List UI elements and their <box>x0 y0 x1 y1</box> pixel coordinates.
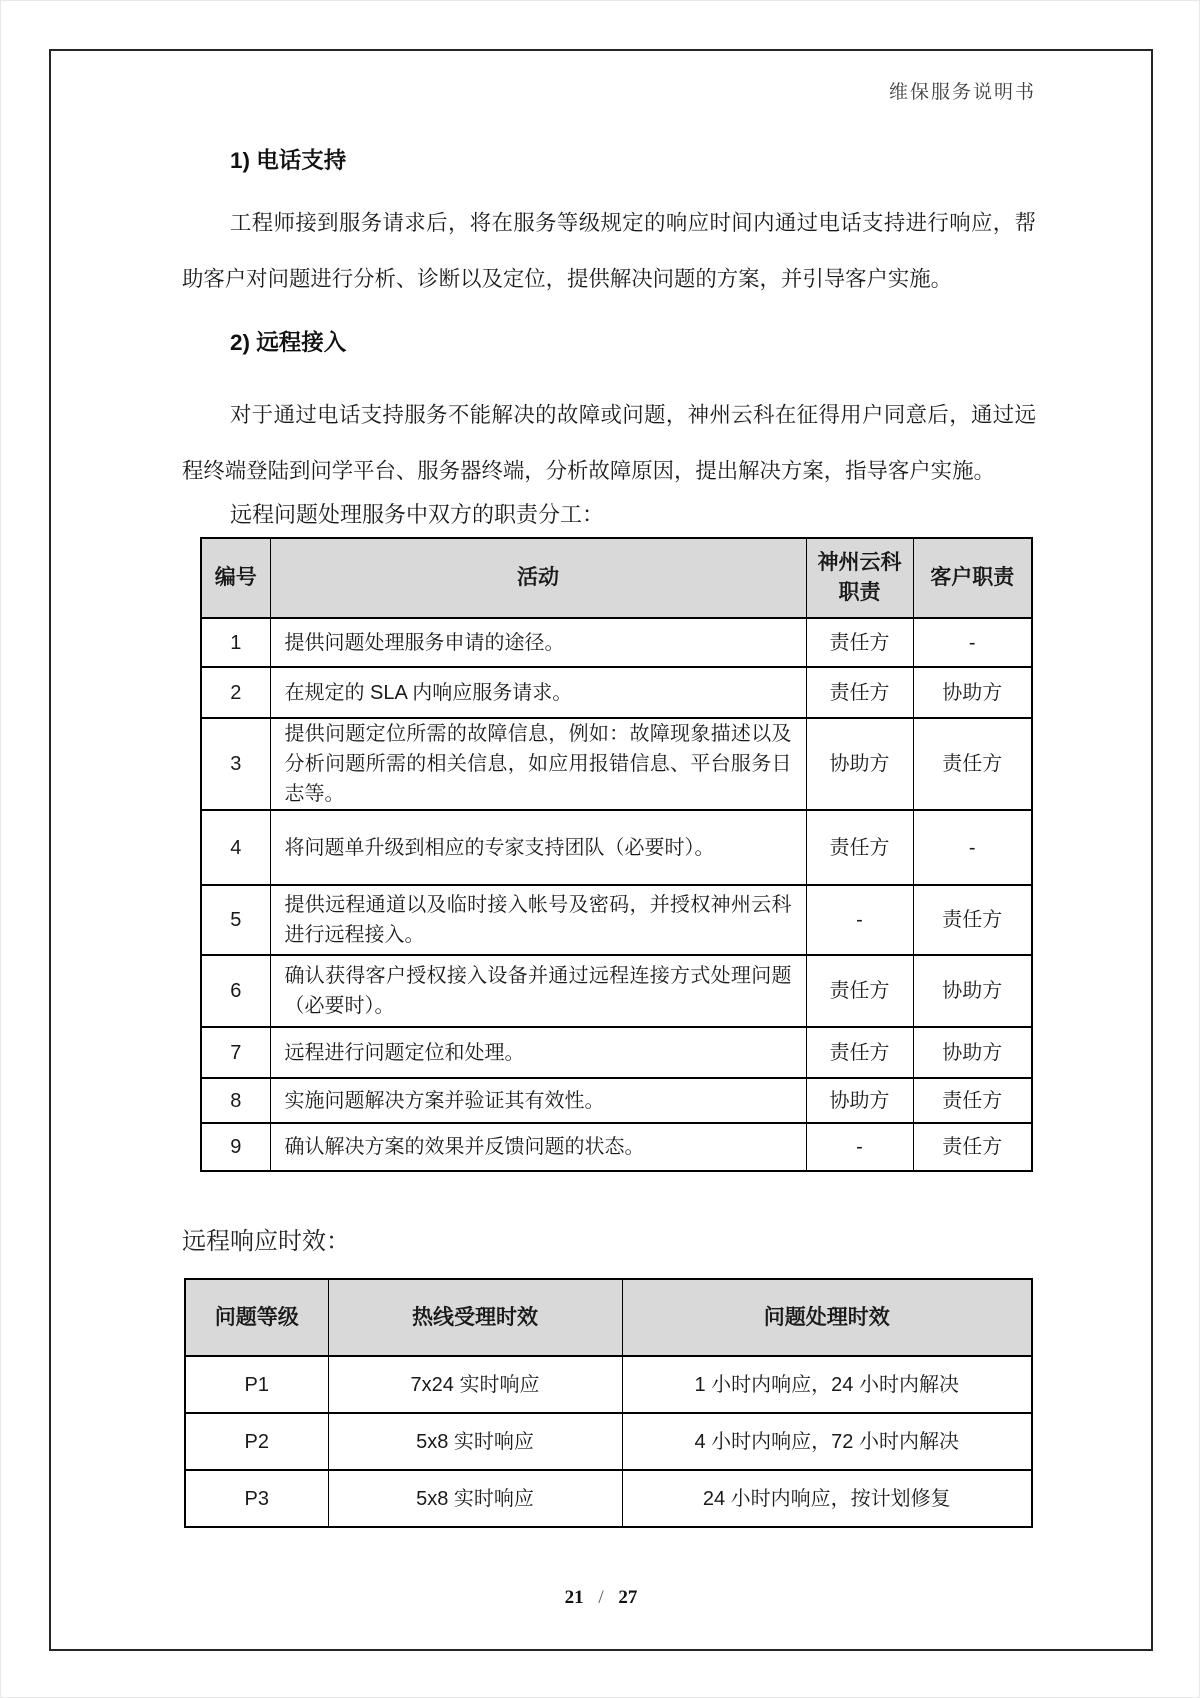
table-row <box>201 955 1032 1027</box>
table-row <box>201 1123 1032 1171</box>
table-cell: 将问题单升级到相应的专家支持团队（必要时）。 <box>270 810 806 885</box>
column-header: 客户职责 <box>913 538 1032 618</box>
responsibility-matrix-table <box>200 537 1033 1172</box>
table-cell: 6 <box>201 955 270 1027</box>
table-row <box>201 618 1032 667</box>
table-cell: 责任方 <box>806 955 913 1027</box>
column-header: 热线受理时效 <box>328 1279 622 1356</box>
table-cell: 确认解决方案的效果并反馈问题的状态。 <box>270 1123 806 1171</box>
table-row <box>201 810 1032 885</box>
column-header: 问题处理时效 <box>622 1279 1032 1356</box>
responsibility-table-caption: 远程问题处理服务中双方的职责分工： <box>230 502 605 527</box>
table-cell: 责任方 <box>913 1078 1032 1123</box>
page-border-frame <box>49 49 1153 1651</box>
table-cell: 5x8 实时响应 <box>328 1470 622 1527</box>
table-cell: 确认获得客户授权接入设备并通过远程连接方式处理问题（必要时）。 <box>270 955 806 1027</box>
table-row <box>201 885 1032 955</box>
table-cell: P3 <box>185 1470 328 1527</box>
table-cell: 5 <box>201 885 270 955</box>
table-cell: - <box>806 885 913 955</box>
table-cell: 2 <box>201 667 270 718</box>
table-cell: 5x8 实时响应 <box>328 1413 622 1470</box>
body-paragraph-phone-support: 工程师接到服务请求后，将在服务等级规定的响应时间内通过电话支持进行响应，帮助客户对问题进行分析、诊断以及定位，提供解决问题的方案，并引导客户实施。 <box>182 211 1036 291</box>
table-cell: 协助方 <box>806 1078 913 1123</box>
table-row <box>201 1078 1032 1123</box>
table-cell: 责任方 <box>806 810 913 885</box>
total-pages-number: 27 <box>618 1587 638 1608</box>
table-cell: 协助方 <box>913 667 1032 718</box>
column-header: 问题等级 <box>185 1279 328 1356</box>
table-cell: 责任方 <box>806 1027 913 1078</box>
table-row <box>201 718 1032 810</box>
table-row <box>185 1413 1032 1470</box>
table-cell: 提供远程通道以及临时接入帐号及密码，并授权神州云科进行远程接入。 <box>270 885 806 955</box>
table-cell: 责任方 <box>806 667 913 718</box>
table-cell: 提供问题处理服务申请的途径。 <box>270 618 806 667</box>
page-number-separator: / <box>598 1587 604 1608</box>
table-cell: 4 <box>201 810 270 885</box>
table-cell: 协助方 <box>806 718 913 810</box>
table-cell: 1 <box>201 618 270 667</box>
table-cell: P2 <box>185 1413 328 1470</box>
table-cell: - <box>913 810 1032 885</box>
column-header: 活动 <box>270 538 806 618</box>
table-cell: 7x24 实时响应 <box>328 1356 622 1413</box>
table-header <box>185 1279 1032 1356</box>
table-cell: 远程进行问题定位和处理。 <box>270 1027 806 1078</box>
table-cell: 4 小时内响应，72 小时内解决 <box>622 1413 1032 1470</box>
table-cell: 7 <box>201 1027 270 1078</box>
table-row <box>185 1470 1032 1527</box>
column-header: 神州云科职责 <box>806 538 913 618</box>
table-cell: P1 <box>185 1356 328 1413</box>
response-time-table-caption: 远程响应时效： <box>182 1228 350 1255</box>
page-number <box>51 1587 1151 1609</box>
table-cell: 1 小时内响应，24 小时内解决 <box>622 1356 1032 1413</box>
table-cell: 责任方 <box>913 1123 1032 1171</box>
current-page-number: 21 <box>564 1587 584 1608</box>
table-header <box>201 538 1032 618</box>
table-cell: 实施问题解决方案并验证其有效性。 <box>270 1078 806 1123</box>
table-cell: 协助方 <box>913 1027 1032 1078</box>
table-cell: 3 <box>201 718 270 810</box>
table-cell: 在规定的 SLA 内响应服务请求。 <box>270 667 806 718</box>
section-heading-remote-access: 2) 远程接入 <box>230 330 347 355</box>
section-heading-phone-support: 1) 电话支持 <box>230 148 347 173</box>
table-cell: - <box>806 1123 913 1171</box>
table-cell: - <box>913 618 1032 667</box>
document-title-header: 维保服务说明书 <box>888 82 1036 103</box>
table-cell: 24 小时内响应，按计划修复 <box>622 1470 1032 1527</box>
table-cell: 提供问题定位所需的故障信息，例如：故障现象描述以及分析问题所需的相关信息，如应用报错信息、平台服务日志等。 <box>270 718 806 810</box>
table-cell: 责任方 <box>913 885 1032 955</box>
table-cell: 协助方 <box>913 955 1032 1027</box>
table-cell: 9 <box>201 1123 270 1171</box>
table-row <box>185 1356 1032 1413</box>
table-cell: 8 <box>201 1078 270 1123</box>
table-row <box>201 667 1032 718</box>
body-paragraph-remote-access: 对于通过电话支持服务不能解决的故障或问题，神州云科在征得用户同意后，通过远程终端登陆到问学平台、服务器终端，分析故障原因，提出解决方案，指导客户实施。 <box>182 403 1036 483</box>
table-cell: 责任方 <box>806 618 913 667</box>
column-header: 编号 <box>201 538 270 618</box>
table-row <box>201 1027 1032 1078</box>
response-time-table <box>184 1278 1033 1528</box>
table-cell: 责任方 <box>913 718 1032 810</box>
